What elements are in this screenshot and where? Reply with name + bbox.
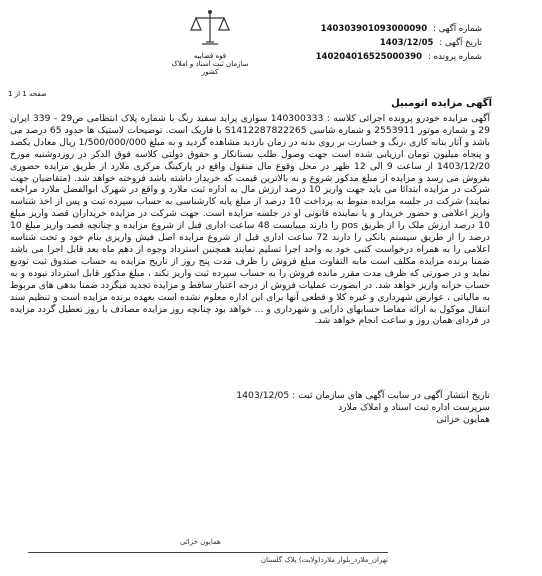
ad-date-label: تاریخ آگهی : <box>439 38 482 48</box>
notice-footer <box>236 390 490 426</box>
address-divider <box>28 552 388 553</box>
publish-date-line: تاریخ انتشار آگهی در سایت آگهی های سازمان ثبت : 1403/12/05 <box>236 390 490 401</box>
office-address <box>28 552 388 564</box>
signer-name: همایون خزائی <box>436 413 490 425</box>
document-title: آگهی مزایده اتومبیل <box>391 98 492 109</box>
ad-date: 1403/12/05 <box>379 38 434 48</box>
page-number: صفحه 1 از 1 <box>8 90 47 98</box>
notice-body: آگهی مزایده خودرو پرونده اجرائی کلاسه : 140300333 سواری پراید سفید رنگ با شماره پلاک انتظامی ص29 - 339 ایران 29 و شماره موتور 2553911 و شماره شاسی S1412287822265 با فاریک است. توضیحات لاستیک ها حدود 65 درصد می باشد و آثار بتانه کاری ،رنگ و خسارت بر روی بدنه در زمان بازدید مشاهده گردید و به مبلغ 1/500/000/000 ریال معادل یکصد و پنجاه میلیون تومان ارزیابی شده است جهت وصول طلب بستانکار و حقوق دولتی کلاسه فوق الذکر در روزدوشنبه مورخ 1403/12/20 از ساعت 9 الی 12 ظهر در محل وقوع مال منقول واقع در پارکینگ مرکزی ملارد از طریق مزایده حضوری بفروش می رسد و مزایده از مبلغ مذکور شروع و به بالاترین قیمت که خریدار داشته باشد فروخته خواهد شد. (متقاضیان جهت شرکت در مزایده ابتدائا می باید جهت واریز 10 درصد ارزش مال به اداره ثبت ملارد و واقع در شهرک ابوالفضل ملارد مراجعه نمایند) شرکت در جلسه مزایده منوط به پرداخت 10 درصد از مبلغ پایه کارشناسی به حساب سپرده ثبت و پس از اخذ شناسه واریز اعلامی و حضور خریدار و یا نماینده قانونی او در جلسه مزایده است. جهت شرکت در مزایده خریداران قصد واریز مبلغ 10 درصد ارزش ملک را از طریق pos را دارند میبایست 48 ساعت اداری قبل از شروع مزایده و چنانچه قصد واریز مبلغ 10 درصد را از طریق سیستم بانکی را دارند 72 ساعت اداری قبل از شروع مزایده اصل فیش واریزی بنام خود و تحت شناسه اعلامی را به همراه درخواست کتبی خود به واحد اجرا تسلیم نمایند همچنین استرداد وجوه از دهم ماه بعد قابل اجرا می باشد ضمنا برنده مزایده مکلف است مابه التفاوت مبلغ فروش را ظرف مدت پنج روز از تاریخ مزایده به حساب صندوق ثبت تودیع نماید و در صورتی که ظرف مدت مقرر مانده فروش را به حساب سپرده ثبت واریز نکند ، مبلغ مذکور قابل استرداد نبوده و به حساب خزانه واریز خواهد شد. در ابصورت عملیات فروش از درجه اعتبار ساقط و مزایده تجدید میگردد ضمنا بدهی های مربوط به مالیاتی ، عوارض شهرداری و غیره کلا و قطعی آنها برای این اداره معلوم نشده است بعهده برنده مزایده است و تنظیم سند انتقال موکول به ارائه مفاصا حسابهای دارایی و شهرداری و ... خواهد بود چنانچه روز مزایده مصادف با روز تعطیل گردد مزایده در فردای همان روز و ساعت انجام خواهد شد. <box>10 113 491 327</box>
file-number: 140204016525000390 <box>315 52 423 62</box>
office-title: سرپرست اداره ثبت اسناد و املاک ملارد <box>338 401 490 413</box>
address-text: تهران_ملارد_بلوار ملارد(ولایت) پلاک گلستان <box>260 556 388 564</box>
ad-number-label: شماره آگهی : <box>433 24 482 34</box>
judiciary-emblem <box>170 6 250 84</box>
org-name-judiciary: قوه قضاییه <box>193 52 227 60</box>
ad-meta <box>316 22 482 64</box>
emblem-icon <box>188 6 232 50</box>
file-number-label: شماره پرونده : <box>428 52 482 62</box>
ad-number: 140303901093000090 <box>320 24 428 34</box>
org-name-registry: سازمان ثبت اسناد و املاک کشور <box>171 60 249 76</box>
signature-caption: همایون خزائی <box>180 538 221 546</box>
